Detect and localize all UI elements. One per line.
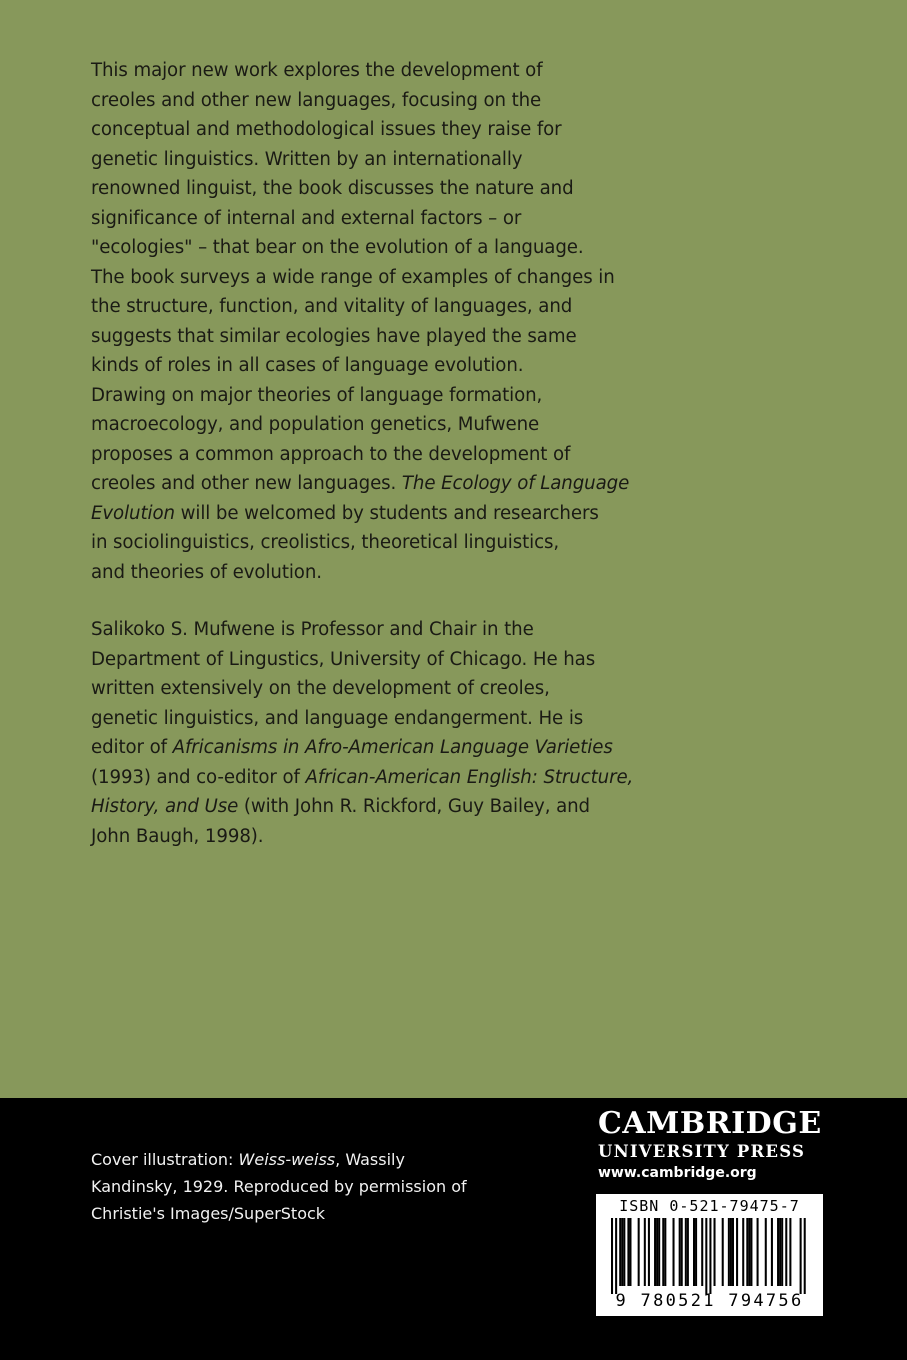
barcode-bar — [681, 1218, 683, 1286]
bio-line: genetic linguistics, and language endangerment. He is — [91, 707, 584, 729]
bio-line — [91, 733, 651, 763]
artwork-title: Weiss-weiss — [238, 1150, 336, 1169]
description-line: significance of internal and external factors – or — [91, 207, 522, 229]
description-line — [91, 469, 651, 499]
bio-text: editor of — [91, 737, 173, 758]
barcode-digits: 9 780521 794756 — [615, 1291, 804, 1311]
barcode-bar — [757, 1218, 759, 1286]
barcode-bar — [662, 1218, 664, 1286]
barcode-bar — [779, 1218, 781, 1286]
barcode-bar — [800, 1218, 802, 1294]
book-title: The Ecology of Language — [401, 473, 630, 494]
bio-line — [91, 792, 651, 822]
barcode-bar — [656, 1218, 658, 1286]
barcode-bar — [722, 1218, 724, 1286]
edited-book-title: Africanisms in Afro-American Language Varieties — [172, 737, 613, 758]
isbn-label: ISBN 0-521-79475-7 — [619, 1197, 800, 1215]
barcode-bar — [709, 1218, 711, 1294]
description-line: "ecologies" – that bear on the evolution of a language. — [91, 237, 584, 258]
bio-line: Salikoko S. Mufwene is Professor and Chair in the — [91, 619, 534, 640]
barcode-bar — [621, 1218, 623, 1286]
credit-text: , Wassily — [335, 1150, 405, 1169]
barcode-bar — [705, 1218, 707, 1294]
barcode-bar — [685, 1218, 687, 1286]
description-line: macroecology, and population genetics, Mufwene — [91, 414, 540, 435]
description-line: the structure, function, and vitality of languages, and — [91, 296, 573, 317]
description-line — [91, 499, 651, 529]
credit-line — [91, 1146, 491, 1173]
bio-text: (with John R. Rickford, Guy Bailey, and — [238, 796, 591, 817]
barcode-bar — [785, 1218, 787, 1286]
barcode-bar — [611, 1218, 613, 1294]
description-line: creoles and other new languages, focusing on the — [91, 89, 542, 111]
back-cover-text — [91, 56, 651, 851]
barcode-bar — [789, 1218, 791, 1286]
barcode-bar — [804, 1218, 806, 1294]
publisher-subtitle: UNIVERSITY PRESS — [598, 1142, 806, 1161]
book-description — [91, 56, 651, 587]
description-line: suggests that similar ecologies have played the same — [91, 325, 577, 347]
barcode-bar — [765, 1218, 767, 1286]
barcode-bar — [664, 1218, 666, 1286]
description-line: Drawing on major theories of language formation, — [91, 384, 543, 406]
isbn-barcode — [596, 1194, 823, 1316]
description-line: in sociolinguistics, creolistics, theoretical linguistics, — [91, 532, 560, 553]
bio-line — [91, 763, 651, 793]
credit-line: Christie's Images/SuperStock — [91, 1204, 326, 1223]
barcode-bar — [714, 1218, 716, 1286]
barcode-bar — [771, 1218, 773, 1286]
description-line: renowned linguist, the book discusses the nature and — [91, 178, 574, 199]
credit-line: Kandinsky, 1929. Reproduced by permission of — [91, 1177, 467, 1196]
cover-credit — [91, 1146, 491, 1227]
description-text: will be welcomed by students and researchers — [174, 502, 599, 524]
barcode-bar — [695, 1218, 697, 1286]
barcode-bar — [673, 1218, 675, 1286]
barcode-bar — [615, 1218, 617, 1294]
barcode-bar — [742, 1218, 744, 1286]
bio-line: Department of Lingustics, University of Chicago. He has — [91, 648, 596, 670]
barcode-bar — [781, 1218, 783, 1286]
barcode-bar — [732, 1218, 734, 1286]
barcode-bar — [746, 1218, 748, 1286]
barcode-bar — [638, 1218, 640, 1286]
barcode-bar — [644, 1218, 646, 1286]
book-title: Evolution — [91, 502, 175, 524]
publisher-logo — [598, 1106, 824, 1184]
barcode-bar — [777, 1218, 779, 1286]
coedited-book-title: African-American English: Structure, — [305, 766, 634, 788]
author-bio — [91, 615, 651, 851]
credit-text: Cover illustration: — [91, 1150, 239, 1169]
barcode-bar — [658, 1218, 660, 1286]
description-line: genetic linguistics. Written by an internationally — [91, 148, 523, 170]
barcode-bar — [736, 1218, 738, 1286]
barcode-bar — [648, 1218, 650, 1286]
publisher-url: www.cambridge.org — [598, 1165, 757, 1181]
barcode-bar — [629, 1218, 631, 1286]
barcode-bar — [730, 1218, 732, 1286]
description-line: This major new work explores the development of — [91, 60, 543, 81]
bio-line: John Baugh, 1998). — [91, 825, 264, 847]
barcode-bar — [687, 1218, 689, 1286]
bio-text: (1993) and co-editor of — [91, 766, 306, 788]
description-line: proposes a common approach to the development of — [91, 443, 571, 465]
publisher-name: CAMBRIDGE — [598, 1106, 822, 1141]
barcode-bar — [748, 1218, 750, 1286]
barcode-bar — [627, 1218, 629, 1286]
description-text: creoles and other new languages. — [91, 473, 402, 494]
barcode-bar — [679, 1218, 681, 1286]
barcode-bar — [728, 1218, 730, 1286]
barcode-bar — [750, 1218, 752, 1286]
description-line: The book surveys a wide range of examples of changes in — [91, 266, 615, 288]
description-line: and theories of evolution. — [91, 561, 322, 583]
barcode-bar — [693, 1218, 695, 1286]
bio-line: written extensively on the development of creoles, — [91, 678, 550, 699]
coedited-book-title: History, and Use — [91, 796, 239, 817]
barcode-bar — [619, 1218, 621, 1286]
description-line: kinds of roles in all cases of language evolution. — [91, 355, 524, 376]
description-line: conceptual and methodological issues they raise for — [91, 119, 562, 140]
barcode-bar — [654, 1218, 656, 1286]
barcode-bars — [596, 1218, 823, 1294]
barcode-bar — [701, 1218, 703, 1286]
barcode-bar — [623, 1218, 625, 1286]
